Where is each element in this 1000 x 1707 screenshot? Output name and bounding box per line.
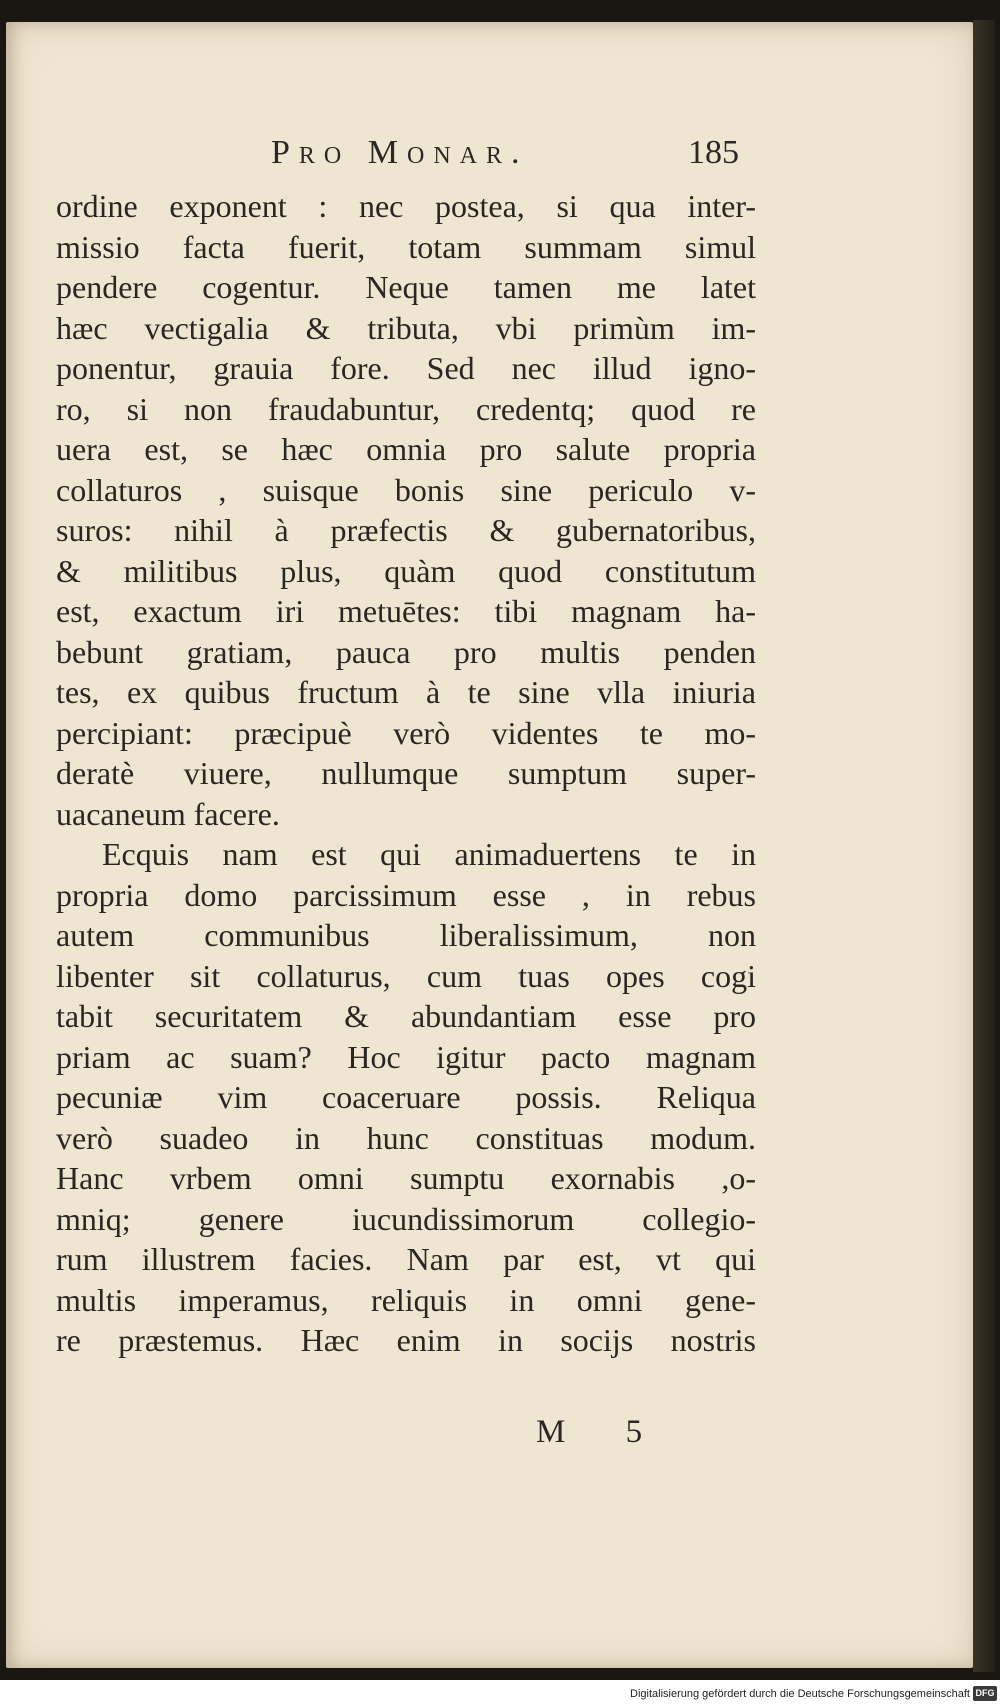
- text-line: rum illustrem facies. Nam par est, vt qui: [56, 1241, 756, 1277]
- text-line: autem communibus liberalissimum, non: [56, 917, 756, 953]
- text-line: percipiant: præcipuè verò videntes te mo-: [56, 714, 756, 751]
- text-line: & militibus plus, quàm quod constitutum: [56, 552, 756, 589]
- text-line: multis imperamus, reliquis in omni gene-: [56, 1281, 756, 1318]
- text-line: ro, si non fraudabuntur, credentq; quod re: [56, 390, 756, 427]
- book-edge: [973, 20, 995, 1672]
- text-line: hæc vectigalia & tributa, vbi primùm im-: [56, 309, 756, 346]
- text-line: tes, ex quibus fructum à te sine vlla iniuria: [56, 674, 756, 710]
- text-line: propria domo parcissimum esse , in rebus: [56, 876, 756, 913]
- text-line: Hanc vrbem omni sumptu exornabis ,o-: [56, 1160, 756, 1196]
- text-line: ordine exponent : nec postea, si qua inter-: [56, 188, 756, 224]
- text-line: pecuniæ vim coaceruare possis. Reliqua: [56, 1079, 756, 1115]
- text-line: priam ac suam? Hoc igitur pacto magnam: [56, 1038, 756, 1075]
- text-line: libenter sit collaturus, cum tuas opes cogi: [56, 957, 756, 994]
- text-line: re præstemus. Hæc enim in socijs nostris: [56, 1322, 756, 1358]
- text-line: bebunt gratiam, pauca pro multis penden: [56, 633, 756, 670]
- signature-mark: M 5: [536, 1414, 669, 1450]
- text-line: verò suadeo in hunc constituas modum.: [56, 1119, 756, 1156]
- text-line: est, exactum iri metuētes: tibi magnam ha-: [56, 593, 756, 629]
- text-line: suros: nihil à præfectis & gubernatoribus,: [56, 512, 756, 548]
- page-header: [6, 134, 973, 184]
- digitization-footer: [0, 1682, 1000, 1707]
- text-line: collaturos , suisque bonis sine periculo v-: [56, 471, 756, 508]
- text-line: uera est, se hæc omnia pro salute propria: [56, 431, 756, 467]
- dfg-logo-icon: DFG: [973, 1686, 997, 1701]
- text-line: missio facta fuerit, totam summam simul: [56, 228, 756, 265]
- running-head: Pro Monar.: [271, 134, 529, 171]
- page-number: 185: [688, 134, 739, 171]
- text-line: ponentur, grauia fore. Sed nec illud igno-: [56, 350, 756, 386]
- text-line: pendere cogentur. Neque tamen me latet: [56, 269, 756, 305]
- text-line: uacaneum facere.: [56, 795, 280, 832]
- text-line: tabit securitatem & abundantiam esse pro: [56, 998, 756, 1034]
- book-page: [6, 22, 973, 1668]
- body-text: [56, 186, 756, 1361]
- text-line: deratè viuere, nullumque sumptum super-: [56, 755, 756, 791]
- paragraph-start-line: Ecquis nam est qui animaduertens te in: [102, 836, 756, 872]
- funding-credit: Digitalisierung gefördert durch die Deutsche Forschungsgemeinschaft: [630, 1688, 970, 1700]
- catchword-line: [6, 1414, 973, 1458]
- text-line: mniq; genere iucundissimorum collegio-: [56, 1200, 756, 1237]
